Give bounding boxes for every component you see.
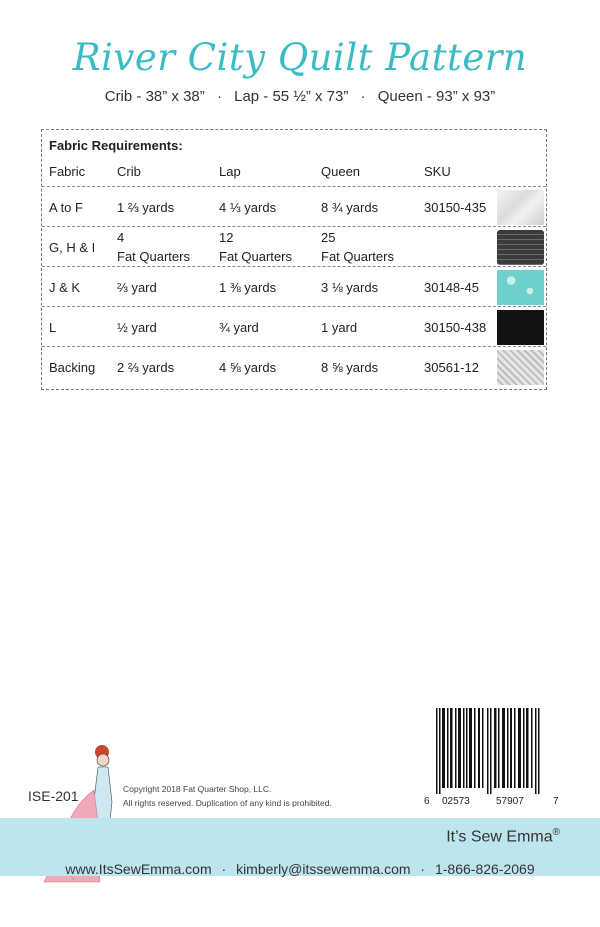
lap-unit-cell: Fat Quarters (219, 249, 292, 264)
queen-cell: 1 yard (321, 320, 358, 335)
lap-cell: 4 ⅓ yards (219, 200, 277, 215)
table-row (42, 306, 546, 346)
size-list (0, 88, 600, 105)
crib-cell: 1 ⅔ yards (117, 200, 175, 215)
barcode-digit-right: 7 (553, 796, 559, 807)
brand-text: It’s Sew Emma (446, 828, 553, 846)
table-row (42, 266, 546, 306)
fabric-cell: A to F (49, 200, 83, 215)
table-heading: Fabric Requirements: (49, 138, 183, 153)
size-queen: Queen - 93” x 93” (377, 88, 496, 105)
aqua-print-swatch (497, 270, 544, 305)
fabric-cell: L (49, 320, 57, 335)
website-link[interactable]: www.ItsSewEmma.com (65, 861, 212, 877)
crib-cell: ⅔ yard (117, 280, 157, 295)
barcode-digits-left-group: 02573 (442, 796, 470, 807)
separator-dot: · (420, 861, 426, 877)
sku-cell: 30561-12 (424, 360, 479, 375)
queen-cell: 8 ¾ yards (321, 200, 379, 215)
fabric-requirements-table (41, 129, 547, 390)
table-row (42, 186, 546, 226)
email-link[interactable]: kimberly@itssewemma.com (236, 861, 411, 877)
fabric-cell: J & K (49, 280, 81, 295)
lap-cell: 1 ⅜ yards (219, 280, 277, 295)
queen-cell: 3 ⅛ yards (321, 280, 379, 295)
fabric-cell: Backing (49, 360, 96, 375)
registered-mark: ® (552, 827, 560, 838)
barcode-digit-left: 6 (424, 796, 430, 807)
pattern-title: River City Quilt Pattern (72, 36, 528, 79)
column-header-queen: Queen (321, 164, 361, 179)
table-row (42, 346, 546, 386)
size-lap: Lap - 55 ½” x 73” (234, 88, 349, 105)
barcode (432, 708, 548, 794)
pattern-sku-code: ISE-201 (28, 788, 79, 804)
crib-cell: ½ yard (117, 320, 157, 335)
barcode-digits-right-group: 57907 (496, 796, 524, 807)
phone-number: 1-866-826-2069 (434, 861, 535, 877)
queen-qty-cell: 25 (321, 230, 336, 245)
column-header-lap: Lap (219, 164, 241, 179)
gray-print-swatch (497, 350, 544, 385)
column-header-crib: Crib (117, 164, 141, 179)
copyright-notice (123, 782, 332, 810)
table-row (42, 226, 546, 266)
lap-cell: ¾ yard (219, 320, 259, 335)
fabric-cell: G, H & I (49, 240, 96, 255)
black-swatch (497, 310, 544, 345)
size-crib: Crib - 38” x 38” (104, 88, 205, 105)
white-marble-swatch (497, 190, 544, 225)
contact-line (0, 861, 600, 877)
brand-name (446, 827, 560, 846)
column-header-fabric: Fabric (49, 164, 86, 179)
copyright-line: Copyright 2018 Fat Quarter Shop, LLC. (123, 784, 272, 794)
separator-dot: · (216, 88, 222, 105)
separator-dot: · (360, 88, 366, 105)
lap-qty-cell: 12 (219, 230, 234, 245)
sku-cell: 30150-438 (424, 320, 487, 335)
sku-cell: 30150-435 (424, 200, 487, 215)
crib-unit-cell: Fat Quarters (117, 249, 190, 264)
queen-cell: 8 ⅝ yards (321, 360, 379, 375)
crib-qty-cell: 4 (117, 230, 125, 245)
column-header-sku: SKU (424, 164, 451, 179)
fat-quarter-stack-swatch (497, 230, 544, 265)
sku-cell: 30148-45 (424, 280, 479, 295)
crib-cell: 2 ⅔ yards (117, 360, 175, 375)
separator-dot: · (221, 861, 227, 877)
lap-cell: 4 ⅝ yards (219, 360, 277, 375)
rights-line: All rights reserved. Duplication of any kind is prohibited. (123, 798, 332, 808)
queen-unit-cell: Fat Quarters (321, 249, 394, 264)
